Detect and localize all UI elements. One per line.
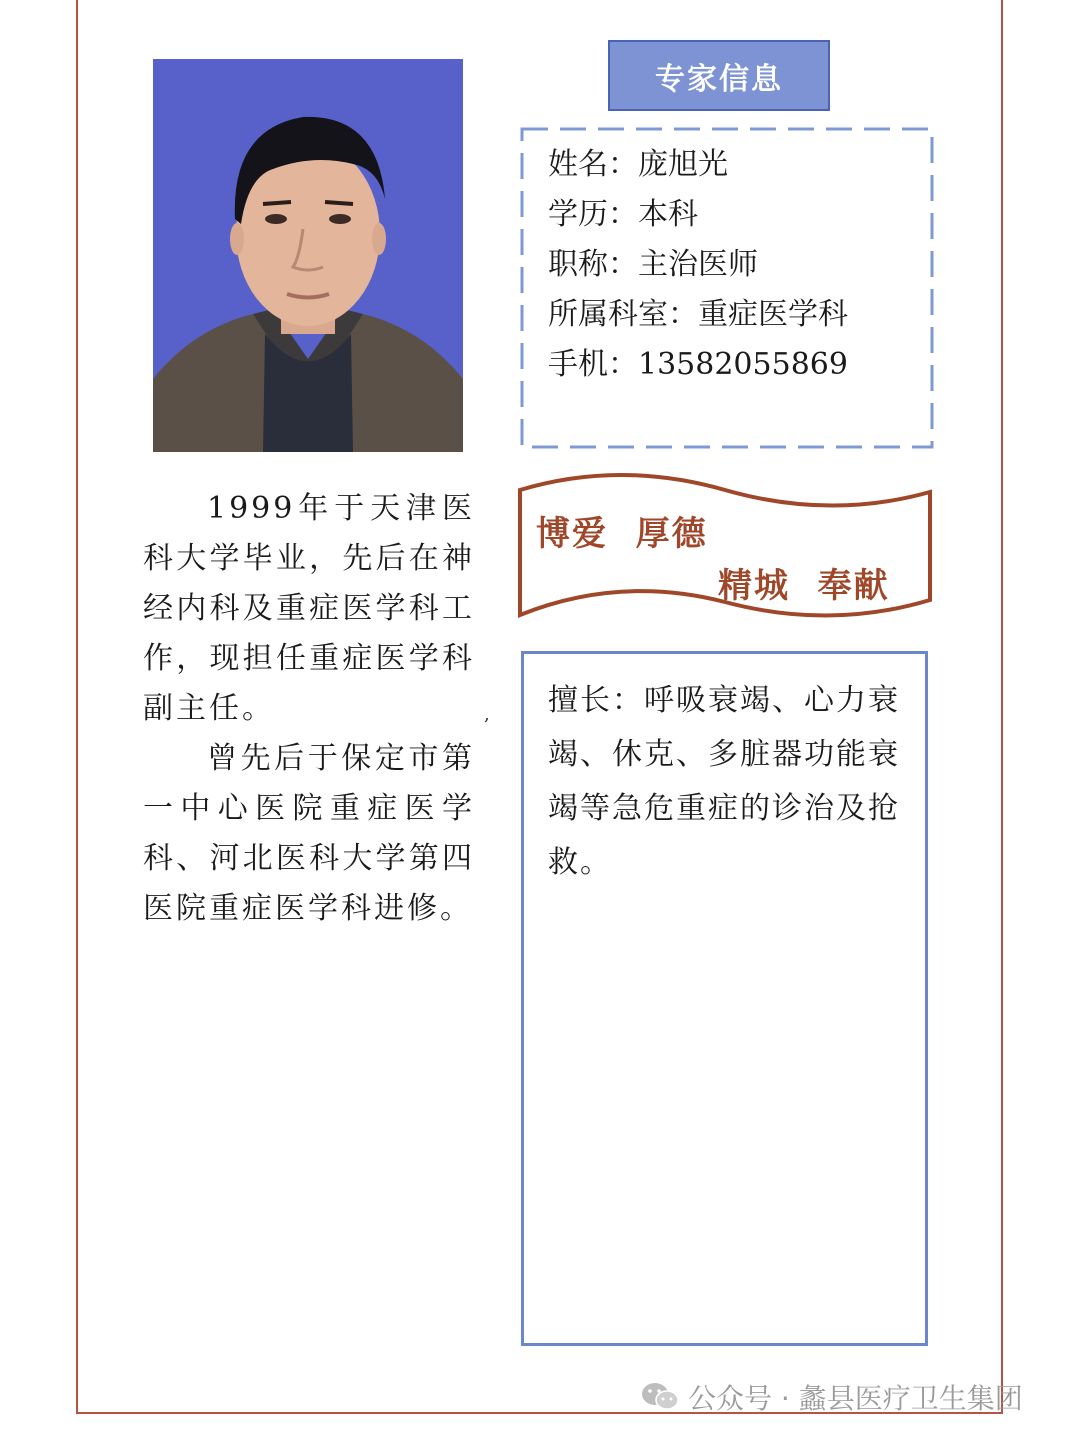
bio-paragraph-1: 1999年于天津医科大学毕业，先后在神经内科及重症医学科工作，现担任重症医学科副主任。 bbox=[143, 491, 475, 726]
motto-line-2: 精城 奉献 bbox=[718, 566, 890, 606]
motto-line-1: 博爱 厚德 bbox=[536, 514, 708, 554]
stray-mark: , bbox=[484, 704, 490, 725]
specialty-text: 擅长：呼吸衰竭、心力衰竭、休克、多脏器功能衰竭等急危重症的诊治及抢救。 bbox=[548, 683, 900, 880]
biography bbox=[143, 484, 475, 934]
phone-row: 手机：13582055869 bbox=[548, 347, 848, 382]
page-frame-left bbox=[76, 0, 78, 1414]
wechat-icon bbox=[640, 1380, 680, 1414]
title-row: 职称：主治医师 bbox=[548, 247, 758, 282]
bio-paragraph-2: 曾先后于保定市第一中心医院重症医学科、河北医科大学第四医院重症医学科进修。 bbox=[143, 741, 475, 926]
education-row: 学历：本科 bbox=[548, 197, 698, 232]
expert-photo bbox=[153, 59, 463, 452]
department-row: 所属科室：重症医学科 bbox=[548, 297, 848, 332]
motto-banner bbox=[515, 470, 935, 640]
name-row: 姓名：庞旭光 bbox=[548, 147, 728, 182]
expert-info-title: 专家信息 bbox=[608, 40, 830, 111]
profile-info bbox=[548, 140, 928, 390]
page-frame-right bbox=[1001, 0, 1003, 1414]
wechat-watermark bbox=[640, 1374, 1023, 1420]
watermark-text: 公众号 · 蠡县医疗卫生集团 bbox=[688, 1382, 1023, 1415]
